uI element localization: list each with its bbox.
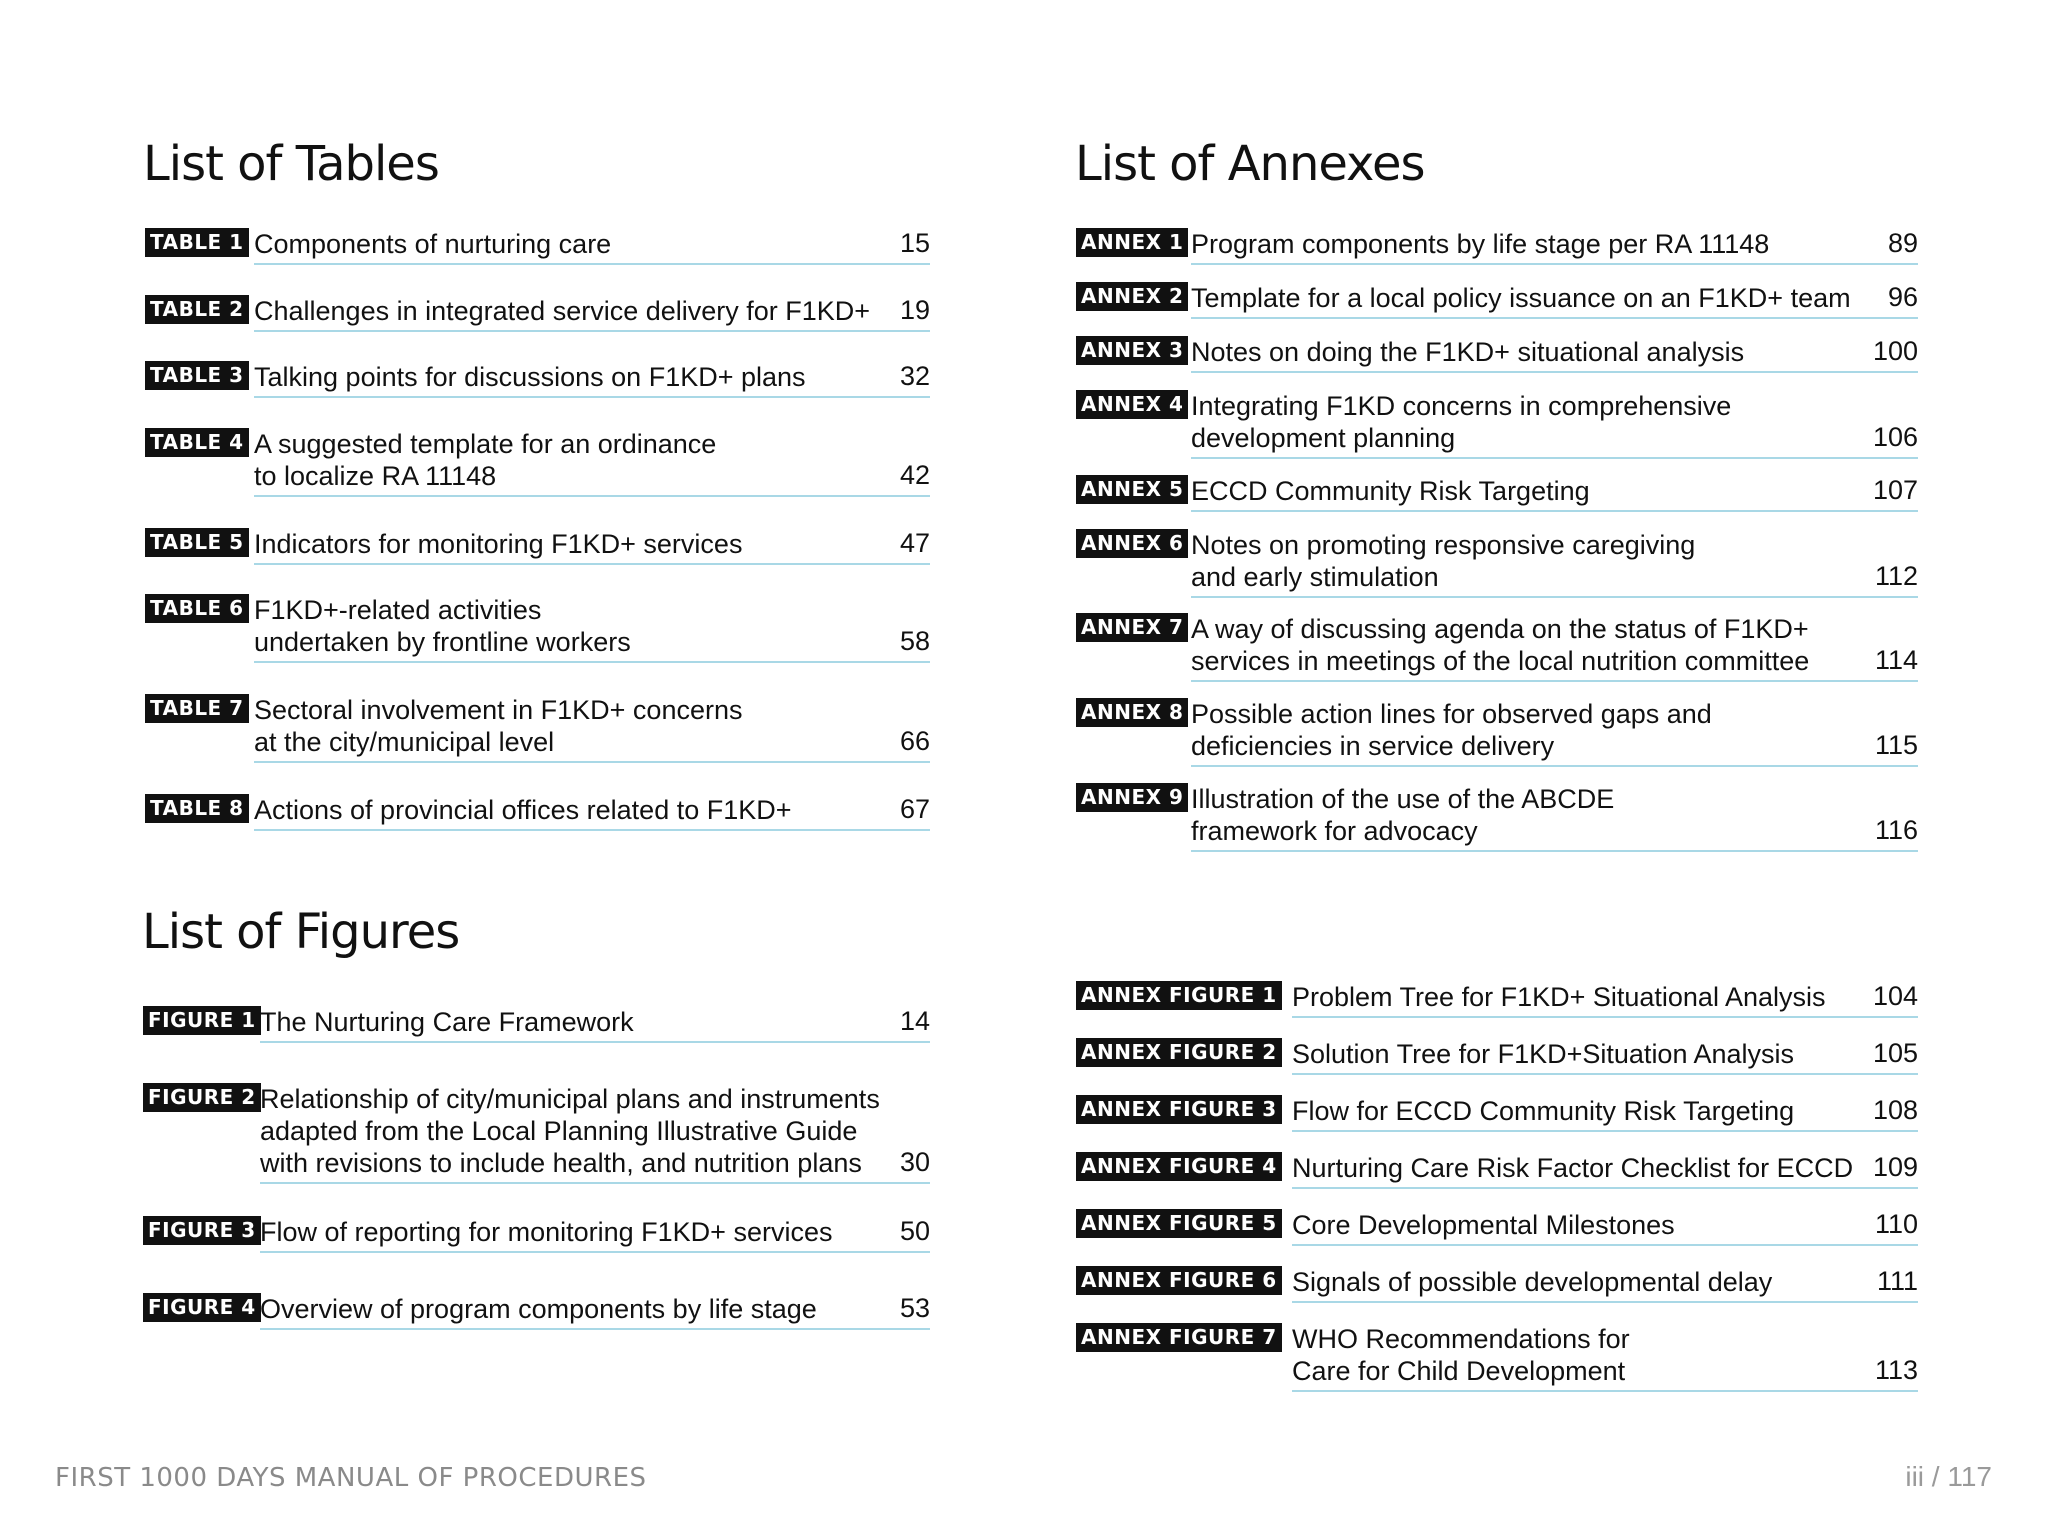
entry-title-line: at the city/municipal level bbox=[254, 727, 555, 757]
list-of-figures-heading: List of Figures bbox=[142, 904, 460, 960]
entry-title-line: and early stimulation bbox=[1191, 562, 1439, 592]
entry-label-badge: ANNEX FIGURE 5 bbox=[1076, 1209, 1282, 1238]
entry-title-line: Flow for ECCD Community Risk Targeting bbox=[1292, 1096, 1795, 1126]
entry-title-line: Overview of program components by life stage bbox=[260, 1294, 817, 1324]
entry-title-line: services in meetings of the local nutrition committee bbox=[1191, 646, 1810, 676]
entry-page-number: 100 bbox=[1872, 336, 1918, 366]
entry-label-badge: ANNEX 5 bbox=[1076, 475, 1188, 504]
entry-label-badge: FIGURE 3 bbox=[143, 1216, 261, 1245]
entry-label-badge: FIGURE 4 bbox=[143, 1293, 261, 1322]
entry-title-line: framework for advocacy bbox=[1191, 816, 1478, 846]
entry-title-line: Relationship of city/municipal plans and instruments bbox=[260, 1084, 880, 1114]
entry-title-line: development planning bbox=[1191, 423, 1456, 453]
entry-title-line: Care for Child Development bbox=[1292, 1356, 1626, 1386]
footer-page-number: iii / 117 bbox=[1905, 1461, 1992, 1492]
entry-page-number: 107 bbox=[1872, 475, 1918, 505]
entry-page-number: 14 bbox=[899, 1006, 930, 1036]
entry-title-line: Notes on doing the F1KD+ situational analysis bbox=[1191, 337, 1745, 367]
entry-title-line: to localize RA 11148 bbox=[254, 461, 497, 491]
entry-label-badge: TABLE 3 bbox=[145, 361, 249, 390]
entry-label-badge: ANNEX FIGURE 3 bbox=[1076, 1095, 1282, 1124]
entry-label-badge: TABLE 7 bbox=[145, 694, 249, 723]
entry-label-badge: TABLE 4 bbox=[145, 428, 249, 457]
entry-title-line: Sectoral involvement in F1KD+ concerns bbox=[254, 695, 743, 725]
entry-page-number: 113 bbox=[1874, 1355, 1918, 1385]
entry-label-badge: ANNEX 9 bbox=[1076, 783, 1188, 812]
entry-page-number: 66 bbox=[899, 726, 930, 756]
entry-page-number: 89 bbox=[1887, 228, 1918, 258]
entry-page-number: 96 bbox=[1887, 282, 1918, 312]
entry-label-badge: TABLE 8 bbox=[145, 794, 249, 823]
entry-page-number: 109 bbox=[1872, 1152, 1918, 1182]
entry-label-badge: FIGURE 1 bbox=[143, 1006, 261, 1035]
entry-label-badge: ANNEX 4 bbox=[1076, 390, 1188, 419]
entry-title-line: Nurturing Care Risk Factor Checklist for ECCD bbox=[1292, 1153, 1854, 1183]
entry-title-line: Solution Tree for F1KD+Situation Analysis bbox=[1292, 1039, 1795, 1069]
entry-page-number: 47 bbox=[899, 528, 930, 558]
entry-title-line: deficiencies in service delivery bbox=[1191, 731, 1555, 761]
entry-label-badge: ANNEX 2 bbox=[1076, 282, 1188, 311]
entry-label-badge: TABLE 5 bbox=[145, 528, 249, 557]
entry-title-line: Integrating F1KD concerns in comprehensive bbox=[1191, 391, 1732, 421]
entry-title-line: undertaken by frontline workers bbox=[254, 627, 631, 657]
entry-label-badge: ANNEX FIGURE 2 bbox=[1076, 1038, 1282, 1067]
entry-page-number: 105 bbox=[1872, 1038, 1918, 1068]
entry-page-number: 111 bbox=[1876, 1266, 1918, 1296]
entry-page-number: 58 bbox=[899, 626, 930, 656]
entry-page-number: 32 bbox=[899, 361, 930, 391]
entry-label-badge: ANNEX 3 bbox=[1076, 336, 1188, 365]
entry-page-number: 116 bbox=[1874, 815, 1918, 845]
entry-page-number: 42 bbox=[899, 460, 930, 490]
entry-title-line: Illustration of the use of the ABCDE bbox=[1191, 784, 1615, 814]
entry-page-number: 104 bbox=[1872, 981, 1918, 1011]
entry-label-badge: TABLE 1 bbox=[145, 228, 249, 257]
entry-title-line: Actions of provincial offices related to F1KD+ bbox=[254, 795, 792, 825]
entry-label-badge: ANNEX FIGURE 6 bbox=[1076, 1266, 1282, 1295]
footer-manual-title: FIRST 1000 DAYS MANUAL OF PROCEDURES bbox=[55, 1463, 647, 1493]
entry-title-line: Challenges in integrated service delivery for F1KD+ bbox=[254, 296, 871, 326]
entry-page-number: 114 bbox=[1874, 645, 1918, 675]
entry-title-line: Talking points for discussions on F1KD+ plans bbox=[254, 362, 806, 392]
entry-title-line: adapted from the Local Planning Illustrative Guide bbox=[260, 1116, 858, 1146]
list-of-tables-heading: List of Tables bbox=[143, 136, 439, 192]
entry-page-number: 15 bbox=[899, 228, 930, 258]
entry-page-number: 30 bbox=[899, 1147, 930, 1177]
entry-page-number: 110 bbox=[1874, 1209, 1918, 1239]
entry-title-line: F1KD+-related activities bbox=[254, 595, 542, 625]
entry-label-badge: FIGURE 2 bbox=[143, 1083, 261, 1112]
entry-title-line: Signals of possible developmental delay bbox=[1292, 1267, 1773, 1297]
entry-label-badge: ANNEX FIGURE 4 bbox=[1076, 1152, 1282, 1181]
entry-title-line: Possible action lines for observed gaps and bbox=[1191, 699, 1712, 729]
entry-page-number: 53 bbox=[899, 1293, 930, 1323]
entry-title-line: A suggested template for an ordinance bbox=[254, 429, 717, 459]
list-of-annexes-heading: List of Annexes bbox=[1075, 136, 1425, 192]
entry-title-line: Indicators for monitoring F1KD+ services bbox=[254, 529, 743, 559]
entry-title-line: Template for a local policy issuance on an F1KD+ team bbox=[1191, 283, 1851, 313]
entry-label-badge: ANNEX FIGURE 1 bbox=[1076, 981, 1282, 1010]
entry-title-line: The Nurturing Care Framework bbox=[260, 1007, 634, 1037]
entry-title-line: Notes on promoting responsive caregiving bbox=[1191, 530, 1696, 560]
entry-title-line: Components of nurturing care bbox=[254, 229, 612, 259]
entry-label-badge: ANNEX 7 bbox=[1076, 613, 1188, 642]
entry-title-line: Problem Tree for F1KD+ Situational Analysis bbox=[1292, 982, 1826, 1012]
entry-label-badge: TABLE 2 bbox=[145, 295, 249, 324]
entry-page-number: 106 bbox=[1872, 422, 1918, 452]
entry-page-number: 108 bbox=[1872, 1095, 1918, 1125]
entry-title-line: Flow of reporting for monitoring F1KD+ services bbox=[260, 1217, 833, 1247]
entry-label-badge: ANNEX 6 bbox=[1076, 529, 1188, 558]
entry-label-badge: ANNEX FIGURE 7 bbox=[1076, 1323, 1282, 1352]
entry-title-line: with revisions to include health, and nutrition plans bbox=[260, 1148, 862, 1178]
entry-page-number: 112 bbox=[1874, 561, 1918, 591]
entry-title-line: ECCD Community Risk Targeting bbox=[1191, 476, 1590, 506]
entry-label-badge: ANNEX 1 bbox=[1076, 228, 1188, 257]
entry-label-badge: ANNEX 8 bbox=[1076, 698, 1188, 727]
entry-title-line: Core Developmental Milestones bbox=[1292, 1210, 1675, 1240]
entry-title-line: A way of discussing agenda on the status of F1KD+ bbox=[1191, 614, 1809, 644]
entry-label-badge: TABLE 6 bbox=[145, 594, 249, 623]
entry-page-number: 115 bbox=[1874, 730, 1918, 760]
entry-title-line: Program components by life stage per RA 11148 bbox=[1191, 229, 1770, 259]
entry-page-number: 19 bbox=[899, 295, 930, 325]
entry-title-line: WHO Recommendations for bbox=[1292, 1324, 1630, 1354]
entry-page-number: 67 bbox=[899, 794, 930, 824]
entry-page-number: 50 bbox=[899, 1216, 930, 1246]
